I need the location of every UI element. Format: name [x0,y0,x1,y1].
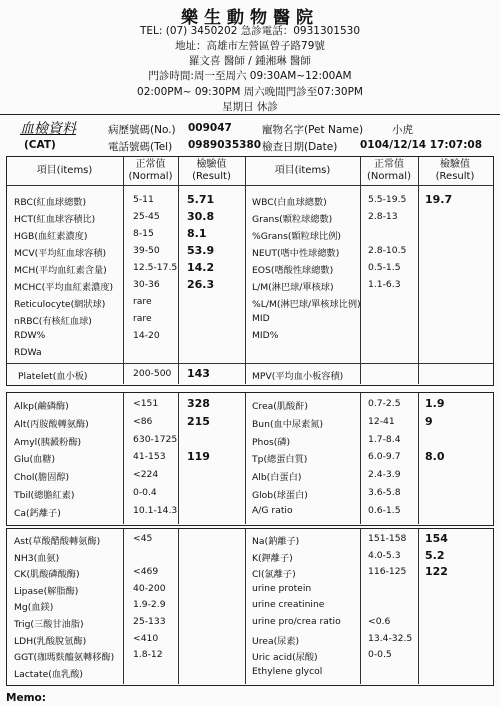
test-result-value: 5.71 [187,193,215,206]
test-normal-range: 630-1725 [133,433,178,445]
test-result-value: 53.9 [187,244,215,257]
test-normal-range: 12-41 [368,415,395,427]
test-item-name: RDW% [14,330,46,341]
test-result-value: 8.0 [425,450,445,464]
test-normal-range: 0.5-1.5 [368,262,401,273]
test-normal-range: 2.8-10.5 [368,245,407,256]
test-item-name: Lipase(解脂酶) [14,585,79,597]
test-result-value: 8.1 [187,227,207,240]
test-item-name: HGB(血紅素濃度) [14,231,88,242]
test-normal-range: 10.1-14.3 [133,504,178,516]
test-normal-range: 6.0-9.7 [368,451,401,463]
test-item-name: MCV(平均紅血球容積) [14,248,107,259]
test-item-name: RBC(紅血球總數) [14,197,87,208]
clinic-hours-2: 02:00PM~ 09:30PM 周六晚間門診至07:30PM [137,86,363,98]
test-normal-range: rare [133,313,152,324]
test-normal-range: 41-153 [133,451,166,463]
test-normal-range: <151 [133,398,159,409]
test-item-name: A/G ratio [252,504,293,516]
test-item-name: Cl(氯離子) [252,569,296,581]
test-normal-range: 25-133 [133,616,166,627]
divider [245,529,246,684]
test-item-name: Tp(總蛋白質) [252,454,308,466]
col-head-normal: 正常值 (Normal) [128,159,173,182]
test-normal-range: 3.6-5.8 [368,487,401,498]
divider [123,157,124,384]
divider [418,157,419,384]
memo-label: Memo: [6,692,46,704]
test-normal-range: 0-0.5 [368,649,392,661]
platelet-item: Platelet(血小板) [18,371,88,382]
test-item-name: Trig(三酸甘油脂) [14,619,84,630]
test-item-name: MID% [252,330,279,341]
test-result-value: 9 [425,414,433,428]
divider [245,157,246,384]
test-item-name: LDH(乳酸脫氫酶) [14,635,87,647]
test-item-name: MCHC(平均血紅素濃度) [14,282,114,293]
test-item-name: Glob(球蛋白) [252,490,308,501]
test-item-name: Lactate(血乳酸) [14,668,84,680]
clinic-hours-1: 門診時間:周一至周六 09:30AM~12:00AM [148,70,352,82]
test-result-value: 215 [187,414,210,428]
divider [123,529,124,684]
test-item-name: HCT(紅血球容積比) [14,214,96,225]
col-head-result: 檢驗值 (Result) [435,159,475,182]
test-item-name: Tbil(總膽紅素) [14,490,75,501]
record-no-label: 病歷號碼(No.) [108,124,176,136]
test-normal-range: 1.9-2.9 [133,599,166,611]
test-normal-range: 0-0.4 [133,487,157,498]
clinic-tel: TEL: (07) 3450202 急診電話：0931301530 [139,25,361,37]
test-normal-range: 5-11 [133,194,154,205]
divider [360,393,361,524]
test-result-value: 119 [187,450,210,464]
test-normal-range: 39-50 [133,245,160,256]
test-result-value: 14.2 [187,261,215,274]
test-item-name: urine protein [252,582,312,594]
test-item-name: Grans(顆粒球總數) [252,214,333,225]
pet-name-label: 寵物名字(Pet Name) [262,124,364,136]
test-normal-range: 13.4-32.5 [368,632,413,644]
clinic-address: 地址：高雄市左營區曾子路79號 [175,40,325,52]
test-item-name: %Grans(顆粒球比例) [252,231,341,242]
col-head-normal: 正常值 (Normal) [367,159,411,182]
test-item-name: L/M(淋巴球/單核球) [252,282,334,293]
clinic-name: 樂生動物醫院 [181,8,319,28]
test-item-name: MID [252,313,270,324]
test-result-value: 19.7 [425,193,453,206]
test-item-name: Ast(草酸醋酸轉氨酶) [14,536,101,547]
test-normal-range: 1.1-6.3 [368,279,401,290]
divider [6,363,493,364]
test-result-value: 1.9 [425,397,445,410]
divider [360,529,361,684]
test-normal-range: rare [133,296,152,307]
divider [6,185,493,186]
test-result-value: 154 [425,532,448,545]
test-normal-range: 12.5-17.5 [133,262,178,273]
test-item-name: Urea(尿素) [252,635,300,647]
divider [418,393,419,524]
test-item-name: Uric acid(尿酸) [252,652,318,664]
col-head-items: 項目(items) [274,165,331,176]
tel-label: 電話號碼(Tel) [108,141,173,153]
report-subtitle: (CAT) [24,139,56,151]
divider [360,157,361,384]
test-item-name: K(鉀離子) [252,552,293,564]
test-result-value: 122 [425,565,448,579]
test-normal-range: <410 [133,632,159,644]
test-normal-range: 25-45 [133,211,160,222]
header-divider [0,114,500,115]
test-normal-range: 1.7-8.4 [368,433,401,445]
test-item-name: Na(鈉離子) [252,536,300,547]
test-normal-range: 40-200 [133,582,166,594]
divider [123,393,124,524]
test-item-name: Bun(血中尿素氮) [252,418,324,430]
test-item-name: urine creatinine [252,599,325,611]
test-item-name: RDWa [14,347,42,358]
test-normal-range: <224 [133,469,159,481]
test-item-name: Ca(鈣離子) [14,507,61,519]
test-normal-range: <0.6 [368,616,391,627]
platelet-result: 143 [187,367,210,380]
test-item-name: Reticulocyte(網狀球) [14,299,106,310]
test-normal-range: 0.6-1.5 [368,504,401,516]
divider [178,393,179,524]
test-result-value: 30.8 [187,210,215,223]
platelet-normal: 200-500 [133,368,172,379]
test-normal-range: 30-36 [133,279,160,290]
report-title: 血檢資料 [20,121,76,137]
test-normal-range: <469 [133,566,159,578]
test-normal-range: 2.4-3.9 [368,469,401,481]
test-normal-range: 0.7-2.5 [368,398,401,409]
test-item-name: Alkp(鹼磷酶) [14,401,69,412]
test-normal-range: 151-158 [368,533,407,544]
col-head-result: 檢驗值 (Result) [192,159,231,182]
col-head-items: 項目(items) [36,165,93,176]
test-item-name: NEUT(嗜中性球總數) [252,248,340,259]
test-item-name: nRBC(有核紅血球) [14,316,92,327]
test-item-name: Phos(磷) [252,436,291,448]
test-normal-range: 4.0-5.3 [368,549,401,561]
test-normal-range: 5.5-19.5 [368,194,407,205]
date-label: 檢查日期(Date) [262,141,338,153]
test-item-name: MCH(平均血紅素含量) [14,265,107,276]
exam-date: 0104/12/14 17:07:08 [360,139,483,151]
mpv-item: MPV(平均血小板容積) [252,371,344,382]
test-item-name: %L/M(淋巴球/單核球比例) [252,299,361,310]
test-item-name: NH3(血氨) [14,552,60,564]
test-normal-range: 14-20 [133,330,160,341]
test-item-name: WBC(白血球總數) [252,197,327,208]
test-normal-range: 1.8-12 [133,649,163,661]
test-item-name: Alb(白蛋白) [252,472,302,484]
test-item-name: CK(肌酸磷酸酶) [14,569,80,581]
divider [245,393,246,524]
test-item-name: Amyl(胰澱粉酶) [14,436,82,448]
test-result-value: 26.3 [187,278,215,291]
pet-name: 小虎 [392,124,413,136]
divider [418,529,419,684]
clinic-doctors: 羅文喜 醫師 / 鍾湘琳 醫師 [189,55,311,67]
test-normal-range: 116-125 [368,566,407,578]
divider [178,157,179,384]
test-item-name: Alt(丙胺酸轉氨酶) [14,418,89,430]
test-item-name: Crea(肌酸酐) [252,401,309,412]
test-normal-range: <45 [133,533,153,544]
test-item-name: Chol(膽固醇) [14,472,70,484]
test-normal-range: 2.8-13 [368,211,398,222]
test-result-value: 5.2 [425,548,445,562]
test-item-name: GGT(珈瑪麩醯氨轉移酶) [14,652,115,664]
test-item-name: Mg(血鎂) [14,602,54,614]
test-result-value: 328 [187,397,210,410]
chemistry-panel [6,392,494,526]
test-item-name: urine pro/crea ratio [252,616,341,627]
record-no: 009047 [188,122,232,134]
test-item-name: EOS(嗜酸性球總數) [252,265,334,276]
test-normal-range: 8-15 [133,228,154,239]
owner-tel: 0989035380 [188,139,262,151]
test-item-name: Ethylene glycol [252,665,323,677]
divider [178,529,179,684]
clinic-holiday: 星期日 休診 [222,101,278,113]
test-item-name: Glu(血糖) [14,454,56,466]
test-normal-range: <86 [133,415,153,427]
